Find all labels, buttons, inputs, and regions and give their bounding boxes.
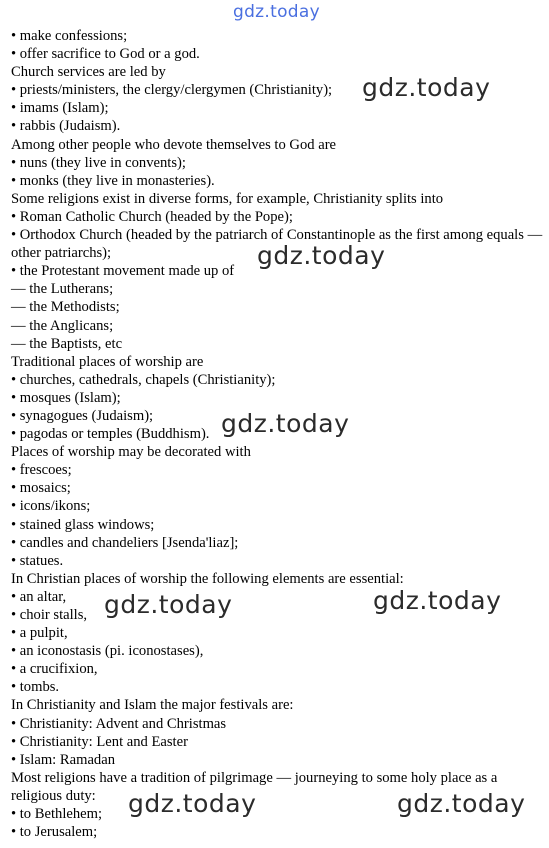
text-line: Church services are led by [11, 64, 166, 81]
text-line: Most religions have a tradition of pilgrimage — journeying to some holy place as a religious duty: [11, 769, 498, 804]
text-line: • offer sacrifice to God or a god. [11, 46, 200, 63]
text-line: • choir stalls, [11, 607, 88, 623]
text-line: • to Jerusalem; [11, 824, 98, 841]
watermark: gdz.today [373, 586, 502, 615]
text-line: • make confessions; [11, 28, 128, 44]
text-line: Among other people who devote themselves to God are [11, 136, 337, 153]
watermark: gdz.today [257, 241, 386, 270]
text-line: • imams (Islam); [11, 100, 109, 117]
text-line: • Roman Catholic Church (headed by the Pope); [11, 208, 293, 225]
text-line: • mosaics; [11, 480, 71, 497]
text-line: • tombs. [11, 679, 60, 696]
text-line: • stained glass windows; [11, 516, 155, 533]
text-line: • a pulpit, [11, 625, 68, 642]
text-line: • the Protestant movement made up of [11, 263, 235, 280]
text-line: • icons/ikons; [11, 498, 91, 515]
text-line: • churches, cathedrals, chapels (Christianity); [11, 371, 276, 388]
watermark: gdz.today [128, 789, 257, 818]
text-line: • Christianity: Advent and Christmas [11, 715, 227, 732]
text-line: • priests/ministers, the clergy/clergymen (Christianity); [11, 82, 333, 99]
watermark: gdz.today [397, 789, 526, 818]
text-line: • to Bethlehem; [11, 806, 103, 823]
text-line: • pagodas or temples (Buddhism). [11, 426, 210, 443]
text-line: — the Lutherans; [11, 281, 114, 298]
text-line: — the Anglicans; [11, 317, 114, 334]
watermark: gdz.today [362, 73, 491, 102]
text-line: • candles and chandeliers [Jsenda'liaz]; [11, 534, 239, 551]
text-line: • nuns (they live in convents); [11, 154, 186, 171]
text-line: • Orthodox Church (headed by the patriarch of Constantinople as the first among equals — other patriarchs); [11, 227, 543, 262]
text-line: • synagogues (Judaism); [11, 407, 154, 424]
text-line: Traditional places of worship are [11, 353, 204, 370]
watermark: gdz.today [104, 590, 233, 619]
text-line: • frescoes; [11, 462, 72, 479]
text-line: • mosques (Islam); [11, 389, 121, 406]
watermark-top: gdz.today [233, 2, 320, 22]
text-line: • a crucifixion, [11, 661, 98, 678]
watermark: gdz.today [221, 409, 350, 438]
text-line: • an altar, [11, 588, 67, 605]
text-line: — the Methodists; [11, 299, 120, 316]
text-line: • monks (they live in monasteries). [11, 172, 215, 189]
text-line: • rabbis (Judaism). [11, 118, 121, 135]
text-line: • Islam: Ramadan [11, 751, 115, 768]
text-line: In Christian places of worship the following elements are essential: [11, 570, 404, 587]
text-line: — the Baptists, etc [11, 335, 123, 352]
text-line: • Christianity: Lent and Easter [11, 733, 188, 750]
text-line: • an iconostasis (pi. iconostases), [11, 643, 204, 660]
text-line: Places of worship may be decorated with [11, 444, 251, 461]
text-line: Some religions exist in diverse forms, for example, Christianity splits into [11, 190, 444, 207]
text-line: In Christianity and Islam the major festivals are: [11, 697, 294, 714]
text-line: • statues. [11, 552, 64, 569]
